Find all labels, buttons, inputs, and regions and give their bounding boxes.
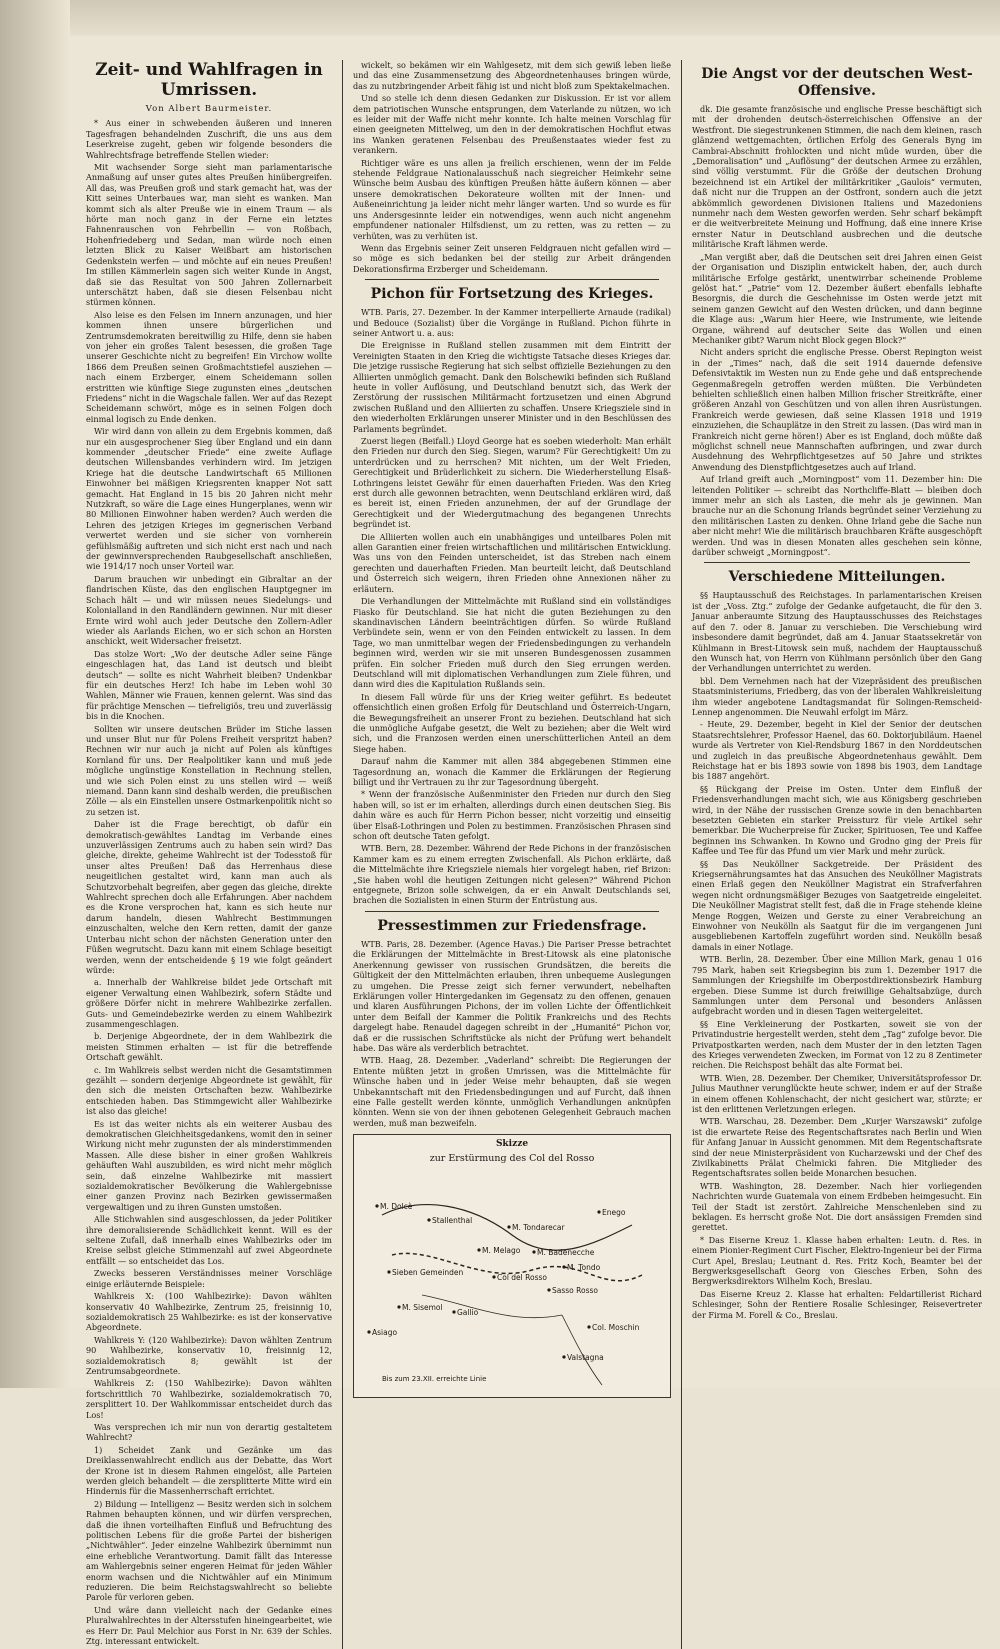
map-place-label: Stallenthal (432, 1216, 473, 1226)
article-title: Zeit- und Wahlfragen in Umrissen. (95, 60, 323, 100)
column-left (86, 60, 332, 1649)
map-drawing (362, 1175, 662, 1390)
article-title: Pressestimmen zur Friedensfrage. (377, 917, 647, 934)
paragraph: b. Derjenige Abgeordnete, der in dem Wahlbezirk die meisten Stimmen erhalten — ist für die betreffende Ortschaft gewählt. (86, 1031, 332, 1063)
top-edge (0, 0, 1000, 36)
article-byline: Von Albert Baurmeister. (145, 104, 273, 114)
paragraph: Darum brauchen wir unbedingt ein Gibraltar an der flandrischen Küste, das den englischen Hauptgegner im Schach hält — und wir müssen neues Siedelungs- und Kolonialland in den Randländern gewinnen. Nur mit dieser Ernte wird wohl auch jeder Deutsche den Zollern-Adler wieder als Aarlands Eichen, wo er sich schon an Horsten anschickt, weit Widersacher freisetzt. (86, 573, 332, 647)
map-place-label: M. Tondarecar (512, 1223, 565, 1233)
map-place-dot (427, 1219, 430, 1222)
map-place-dot (562, 1356, 565, 1359)
map-place-label: Col. Moschin (592, 1323, 640, 1333)
sketch-map (353, 1134, 671, 1398)
paragraph: a. Innerhalb der Wahlkreise bildet jede Ortschaft mit eigener Verwaltung einen Wahlbezirk, sofern Städte und größere Dörfer nicht in mehrere Wahlbezirke zerfallen. Guts- und Gemeindebezirke werden zu einem Wahlbezirk zusammengeschlagen. (86, 977, 332, 1029)
map-place-dot (532, 1251, 535, 1254)
paragraph: Die Ereignisse in Rußland stellen zusammen mit dem Eintritt der Vereinigten Staaten in den Krieg die wichtigste Tatsache dieses Krieges dar. Die jetzige russische Regierung hat sich selbst offizielle Beziehungen zu den Alliierten unmöglich gemacht. Dank den Bolschewiki befinden sich Rußland heute in voller Auflösung, und Deutschland benutzt sich, das Werk der Zerstörung der russischen Militärmacht fortzusetzen und einen Abgrund zwischen Rußland und den Alliierten zu schaffen. Unsere Kriegsziele sind in den wiederholten Erklärungen unserer Minister und in den Beschlüssen des Parlaments begründet. (353, 340, 671, 434)
paragraph: Die Alliierten wollen auch ein unabhängiges und unteilbares Polen mit allen Garantien einer freien wirtschaftlichen und militärischen Entwicklung. Was uns von den Feinden unterscheidet, ist das Streben nach einem gerechten und dauerhaften Frieden. Man beurteilt leicht, daß Deutschland und Österreich sich weigern, ihren Frieden ohne Annexionen näher zu erläutern. (353, 531, 671, 594)
map-place-dot (397, 1306, 400, 1309)
map-place-dot (587, 1326, 590, 1329)
map-legend: Bis zum 23.XII. erreichte Linie (382, 1375, 487, 1384)
river (422, 1295, 562, 1318)
paragraph: Zuerst liegen (Beifall.) Lloyd George hat es soeben wiederholt: Man erhält den Frieden nur durch den Sieg. Siegen, warum? Für Gerechtigkeit! Um zu unterdrücken und zu herrschen? Mit nichten, um der Welt Frieden, Gerechtigkeit und Brüderlichkeit zu sichern. Die Wiederherstellung Elsaß-Lothringens leistet Gewähr für einen dauerhaften Frieden. Was den Krieg erst durch alle gewonnen betrachten, wenn Deutschland erklären wird, daß es bereit ist, einen Frieden anzunehmen, der auf der Grundlage der Gerechtigkeit und der Wiedergutmachung des begangenen Unrechts begründet ist. (353, 436, 671, 530)
paragraph: Was versprechen ich mir nun von derartig gestaltetem Wahlrecht? (86, 1421, 332, 1443)
paragraph: Wenn das Ergebnis seiner Zeit unseren Feldgrauen nicht gefallen wird — so möge es sich bedanken bei der steilig zur Arbeit drängenden Dekorationsfirma Erzberger und Scheidemann. (353, 242, 671, 274)
article-body (86, 118, 332, 1646)
article-body (692, 104, 982, 557)
binding-shadow (0, 0, 70, 1388)
separator (365, 911, 659, 912)
column-rule (681, 60, 682, 1649)
paragraph: Das Eiserne Kreuz 2. Klasse hat erhalten: Feldartillerist Richard Schlesinger, Sohn der Rentiere Rosalie Schlesinger, Reisevertreter der Firma M. Forell & Co., Breslau. (692, 1288, 982, 1320)
separator (365, 279, 659, 280)
paragraph: WTB. Wien, 28. Dezember. Der Chemiker, Universitätsprofessor Dr. Julius Mauthner verunglückte heute schwer, indem er auf der Straße in einem offenen Kohlenschacht, der nicht gesichert war, stürzte; er ist den erlittenen Verletzungen erlegen. (692, 1072, 982, 1114)
paragraph: Es ist das weiter nichts als ein weiterer Ausbau des demokratischen Gleichheitsgedankens, womit den in seiner Wirkung nicht mehr zugunsten der als minderstimmenden Massen. Alle diese bisher in einer großen Wahlkreis gehäuften Wahl auszubilden, es wird nicht mehr möglich sein, daß einzelne Wahlbezirke mit massiert sozialdemokratischer Bevölkerung die Wahlergebnisse einer ganzen Provinz nach Bezirken gewissermaßen vergewaltigen und zu ihren Gunsten umstoßen. (86, 1118, 332, 1212)
paragraph: §§ Rückgang der Preise im Osten. Unter dem Einfluß der Friedensverhandlungen macht sich, wie aus Königsberg geschrieben wird, in der Nähe der russischen Grenze sowie in den benachbarten besetzten Gebieten ein starker Preissturz für viele Artikel sehr bemerkbar. Die Wucherpreise für Zucker, Spirituosen, Tee und Kaffee beginnen ins Schwanken. In Kowno und Grodno ging der Preis für Kaffee und Tee für das Pfund um vier Mark und mehr zurück. (692, 783, 982, 857)
map-place-label: M. Badenecche (537, 1248, 595, 1258)
column-middle (353, 60, 671, 1649)
map-place-label: Sasso Rosso (552, 1286, 599, 1296)
paragraph: §§ Das Neuköllner Sackgetreide. Der Präsident des Kriegsernährungsamtes hat das Ansuchen des Neuköllner Magistrats einen Erlaß gegen den Neuköllner Magistrat ein Strafverfahren wegen nicht ordnungsmäßiger Bezuges von Saatgetreide eingeleitet. Die Neuköllner Magistrat stellt fest, daß die in Frage stehende kleine Menge Roggen, Weizen und Gerste zu einer Verabreichung an Einwohner von Neukölln als Saatgut für die im vergangenen Juni ausgebliebenen Kartoffeln zugeführt worden sind. Neukölln besaß damals in einer Notlage. (692, 858, 982, 952)
paragraph: In diesem Fall würde für uns der Krieg weiter geführt. Es bedeutet offensichtlich einen großen Erfolg für Deutschland und Österreich-Ungarn, die Bewegungsfreiheit an unserer Front zu beziehen. Deutschland hat sich die unmögliche Aufgabe gesetzt, die Welt zu beziehen; aber die Welt wird sich, und die Franzosen werden einen unerschütterlichen Anteil an dem Siege haben. (353, 691, 671, 754)
map-place-label: Sieben Gemeinden (392, 1268, 464, 1278)
paragraph: §§ Eine Verkleinerung der Postkarten, soweit sie von der Privatindustrie hergestellt werden, steht dem „Tag“ zufolge bevor. Die Privatpostkarten werden, nach dem Muster der in den letzten Tagen des Krieges verwendeten Zwecken, im Format von 12 zu 8 Zentimeter reichen. Die Reichspost behält das alte Format bei. (692, 1018, 982, 1071)
separator (704, 562, 970, 563)
column-rule (342, 60, 343, 1649)
paragraph: Richtiger wäre es uns allen ja freilich erschienen, wenn der im Felde stehende Feldgraue Nationalausschuß nach siegreicher Heimkehr seine Wünsche beim Ausbau des künftigen Preußen hätte äußern können — aber unsere demokratischen Dekorateure wollten mit der Innen- und Außeneinrichtung ja leider nicht mehr länger warten. Und so wurde es für uns Andersgesinnte leider ein notwendiges, wenn auch nicht angenehm empfundener nationaler Hilfsdienst, um zu retten, was zu retten — zu verhüten, was zu verhüten ist. (353, 157, 671, 241)
paragraph: Wahlkreis Y: (120 Wahlbezirke): Davon wählten Zentrum 90 Wahlbezirke, konservativ 10, freisinnig 12, sozialdemokratisch 8; gewählt ist der Zentrumsabgeordnete. (86, 1334, 332, 1376)
paragraph: Wahlkreis X: (100 Wahlbezirke): Davon wählten konservativ 40 Wahlbezirke, Zentrum 25, freisinnig 10, sozialdemokratisch 25 Wahlbezirke: es ist der konservative Abgeordnete. (86, 1291, 332, 1333)
paragraph: WTB. Bern, 28. Dezember. Während der Rede Pichons in der französischen Kammer kam es zu einem erregten Zwischenfall. Als Pichon erklärte, daß die Mittelmächte ihre Kriegsziele niemals hier vorgelegt haben, rief Brizon: „Sie haben wohl die heutigen Zeitungen nicht gelesen?“ Während Pichon entgegnete, Brizon solle schweigen, da er ein Anwalt Deutschlands sei, brachen die Sozialisten in einen Sturm der Entrüstung aus. (353, 843, 671, 906)
map-place-dot (477, 1249, 480, 1252)
article-title: Verschiedene Mitteilungen. (728, 569, 946, 586)
map-place-dot (452, 1311, 455, 1314)
column-right (692, 60, 982, 1649)
map-subtitle: zur Erstürmung des Col del Rosso (429, 1152, 595, 1164)
paragraph: bbl. Dem Vernehmen nach hat der Vizepräsident des preußischen Staatsministeriums, Friedberg, das von der liberalen Wahlkreisleitung ihm wieder angebotene Landtagsmandat für Solingen-Remscheid-Lennep angenommen. Die Neuwahl erfolgt im März. (692, 675, 982, 717)
paragraph: Mit wachsender Sorge sieht man parlamentarische Anmaßung auf unser gutes altes Preußen hinübergreifen. All das, was Preußen groß und stark gemacht hat, was der Kitt seines Unterbaues war, man sieht es wanken. Man kommt sich als alter Preuße wie in einem Traum — als hörte man noch ganz in der Ferne ein letztes Fahnenrauschen von Fehrbellin — von Roßbach, Hohenfriedeberg und Sedan, man würde noch einen letzten Blick zu Kaiser Weißbart am historischen Gedenkstein werfen — und möchte auf ein neues Preußen! Im stillen Kämmerlein sagen sich weiter Kunde in Angst, daß sie das Resultat von 500 Jahren Zollernarbeit unterschätzt haben, daß sie diesen Felsenbau nicht stürmen können. (86, 162, 332, 308)
map-place-dot (375, 1205, 378, 1208)
article-body (353, 939, 671, 1128)
map-place-label: M. Tondo (567, 1263, 601, 1273)
map-place-label: Col del Rosso (497, 1273, 548, 1283)
paragraph: * Aus einer in schwebenden äußeren und inneren Tagesfragen behandelnden Zuschrift, die uns aus dem Leserkreise zugeht, geben wir folgende besonders die Wahlrechtsfrage betreffende Stellen wieder: (86, 118, 332, 160)
paragraph: Darauf nahm die Kammer mit allen 384 abgegebenen Stimmen eine Tagesordnung an, wonach die Kammer die Erklärungen der Regierung billigt und ihr Vertrauen zu ihr zur Tagesordnung übergeht. (353, 756, 671, 787)
paragraph: WTB. Warschau, 28. Dezember. Dem „Kurjer Warszawski“ zufolge ist die erwartete Reise des Regentschaftsrates nach Berlin und Wien für Anfang Januar in Aussicht genommen. Mit dem Regentschaftsrate sind der neue Ministerpräsident von Kucharzewski und der Chef des Zivilkabinetts Prälat Chelmicki fahren. Die Mitglieder des Regentschaftsrates sollen beide Monarchen besuchen. (692, 1116, 982, 1179)
paragraph: WTB. Paris, 27. Dezember. In der Kammer interpellierte Arnaude (radikal) und Bedouce (Sozialist) über die Vorgänge in Rußland. Pichon führte in seiner Antwort u. a. aus: (353, 307, 671, 338)
page-columns (86, 60, 982, 1647)
paragraph: „Man vergißt aber, daß die Deutschen seit drei Jahren einen Geist der Organisation und Disziplin entwickelt haben, der, auch durch militärische Erfolge gestärkt, unentwirrbar scheinende Probleme gelöst hat.“ „Patrie“ vom 12. Dezember äußert ebenfalls lebhafte Besorgnis, die durch die Geschehnisse im Osten werde jetzt mit seinem ganzen Gewicht auf den Westen drücken, und dann beginne die Klage aus: „Warum hier Heere, wie Instrumente, wie leitende Organe, während auf deutscher Seite das Wollen und einen Mechaniker gibt? Warum nicht Block gegen Block?“ (692, 251, 982, 345)
paragraph: WTB. Haag, 28. Dezember. „Vaderland“ schreibt: Die Regierungen der Entente müßten jetzt in großen Umrissen, was die Mittelmächte für Wünsche haben und in jeder Weise mehr behaupten, daß sie wegen Unbekanntschaft mit den Friedensbedingungen und auf Furcht, daß ihnen eine Falle gestellt werden könnte, unmöglich Verhandlungen anknüpfen könnten. Wenn sie von der ihnen gebotenen Gelegenheit Gebrauch machen werden, muß man bezweifeln. (353, 1055, 671, 1128)
paragraph: §§ Hauptausschuß des Reichstages. In parlamentarischen Kreisen ist der „Voss. Ztg.“ zufolge der Gedanke aufgetaucht, die für den 3. Januar anberaumte Sitzung des Hauptausschusses des Reichstages auf den 7. oder 8. Januar zu verschieben. Die Verschiebung wird insbesondere damit begründet, daß am 4. Januar Staatssekretär von Kühlmann in Brest-Litowsk sein muß, nachdem der Hauptausschuß den Wunsch hat, von Herrn von Kühlmann persönlich über den Gang der Verhandlungen unterrichtet zu werden. (692, 590, 982, 674)
paragraph: wickelt, so bekämen wir ein Wahlgesetz, mit dem sich gewiß leben ließe und das eine Zusammensetzung des Abgeordnetenhauses bringen würde, das zu nutzbringender Arbeit fähig ist und nicht bloß zum Spektakelmachen. (353, 60, 671, 91)
paragraph: Also leise es den Felsen im Innern anzunagen, und hier kommen ihnen unsere bürgerlichen und Zentrumsdemokraten bereitwillig zu Hilfe, denn sie haben von jeher ein großes Talent besessen, die großen Tage unserer Geschichte nicht zu begreifen! Ein Virchow wollte 1866 dem Preußen seinen Großmachtstiefel ausziehen — nach einem Erzberger, einem Scheidemann sollen erstritten wie künftige Siege zugunsten eines „deutschen Friedens“ nicht in die Wagschale fallen. Wer auf das Rezept Scheidemann schwört, möge es in seinen Folgen doch einmal logisch zu Ende denken. (86, 309, 332, 424)
paragraph: * Wenn der französische Außenminister den Frieden nur durch den Sieg haben will, so ist er im erhalten, allerdings durch einen deutschen Sieg. Bis dahin wäre es auch für Herrn Pichon besser, nicht vorzeitig und einseitig über Elsaß-Lothringen und Polen zu bestimmen. Französischen Phrasen sind schon oft deutsche Taten gefolgt. (353, 789, 671, 842)
paragraph: dk. Die gesamte französische und englische Presse beschäftigt sich mit der drohenden deutsch-österreichischen Offensive an der Westfront. Die siegestrunkenen Stimmen, die nach dem kleinen, rasch glänzend wettgemachten, örtlichen Erfolg des Generals Byng im Cambrai-Abschnitt frohlockten und nicht müde wurden, über die „Demoralisation“ und „Auflösung“ der deutschen Armee zu erzählen, sind völlig verstummt. Für die Größe der deutschen Drohung bezeichnend ist ein Artikel der militärkritiker „Gaulois“ vermuten, daß nicht nur die Truppen an der Ostfront, sondern auch die jetzt abkömmlich gewordenen Divisionen Italiens und Mazedoniens nunmehr nach dem Westen geworfen werden. Sehr scharf bekämpft er die weitverbreitete Meinung und Hoffnung, daß eine innere Krise ernster Natur in Deutschland ausbrechen und die deutsche militärische Kraft lähmen werde. (692, 104, 982, 250)
paragraph: WTB. Washington, 28. Dezember. Nach hier vorliegenden Nachrichten wurde Guatemala von einem Erdbeben heimgesucht. Ein Teil der Stadt ist zerstört. Zahlreiche Menschenleben sind zu beklagen. Es herrscht große Not. Die dort ansässigen Fremden sind gerettet. (692, 1180, 982, 1233)
article-title: Pichon für Fortsetzung des Krieges. (370, 286, 654, 303)
paragraph: - Heute, 29. Dezember, begeht in Kiel der Senior der deutschen Staatsrechtslehrer, Professor Haenel, das 60. Doktorjubiläum. Haenel wurde als Vertreter von Kiel-Rendsburg 1867 in den Norddeutschen und zugleich in das preußische Abgeordnetenhaus gewählt. Dem Reichstage hat er bis 1893 sowie von 1898 bis 1903, dem Landtage bis 1887 angehört. (692, 719, 982, 782)
paragraph: WTB. Berlin, 28. Dezember. Über eine Million Mark, genau 1 016 795 Mark, haben seit Kriegsbeginn bis zum 1. Dezember 1917 die Sammlungen der Kriegshilfe im Oberpostdirektionsbezirk Hamburg ergeben. Diese Summe ist durch freiwillige Gehaltsabzüge, durch Sammlungen unter dem Personal und besonders Anlässen aufgebracht worden und in diesen Tagen weitergeleitet. (692, 954, 982, 1017)
paragraph: Daher ist die Frage berechtigt, ob dafür ein demokratisch-gewähltes Landtag im Verbande eines unzuverlässigen Zentrums auch zu haben sein wird? Das gleiche, direkte, geheime Wahlrecht ist der Todesstoß für unser altes Preußen! Daß das Herrenhaus diese neugeitlichen gestaltet wird, kann man auch als Schutzvorbehalt begreifen, aber gegen das gleiche, direkte Wahlrecht sprechen doch alle Erfahrungen. Aber nachdem es die Krone versprochen hat, kann es sich heute nur darum handeln, diesen Wahlrecht Bestimmungen einzuschalten, welche den Kern retten, damit der ganze Unterbau nicht schon der nächsten Generation unter den Füßen wegrutscht. Dazu kann mit einem Schlage beseitigt werden, wenn der entscheidende § 19 wie folgt geändert würde: (86, 819, 332, 975)
map-place-dot (507, 1226, 510, 1229)
paragraph: c. Im Wahlkreis selbst werden nicht die Gesamtstimmen gezählt — sondern derjenige Abgeordnete ist gewählt, für den sich die meisten Ortschaften bezw. Wahlbezirke entschieden haben. Das Stimmgewicht aller Wahlbezirke ist also das gleiche! (86, 1064, 332, 1117)
paragraph: Wir wird dann von allein zu dem Ergebnis kommen, daß nur ein ausgesprochener Sieg über England und ein dann kommender „deutscher Friede“ eine zweite Auflage deutschen Willensbandes verhindern wird. Im jetzigen Kriege hat die deutsche Landwirtschaft 65 Millionen Einwohner bei mäßigen Kriegsrenten knapper Not satt gemacht. Hat England in 15 bis 20 Jahren nicht mehr Nutzkraft, so wäre die Lage eines Hungerplanes, wenn wir 80 Millionen Einwohner haben werden? Auch werden die Lehren des jetzigen Krieges im gegnerischen Verband verwertet werden und sie sicher von vornherein gefühlsmäßig auftreten und sich nicht erst nach und nach der gewinnversprechenden Raubgesellschaft anschließen, wie 1914/17 noch unser Vorteil war. (86, 426, 332, 572)
map-place-label: M. Dolcè (380, 1202, 413, 1212)
map-title: Skizze (495, 1139, 529, 1150)
map-place-label: Enego (602, 1208, 626, 1218)
paragraph: Die Verhandlungen der Mittelmächte mit Rußland sind ein vollständiges Fiasko für Deutschland. Sie hat nicht die guten Beziehungen zu den skandinavischen Ländern beeinträchtigen dürfen. So würde Rußland Verbündete sein, wenn er von den Feinden entwickelt zu lassen. In dem Tage, wo man unmittelbar wegen der Friedensbedingungen zu verhandeln beginnen wird, werden wir sie mit unseren Bundesgenossen zusammen prüfen. Ein solcher Frieden muß durch den Sieg errungen werden. Deutschland will mit diplomatischen Verhandlungen zum Ziele führen, und dann wird dies die Kapitulation Rußlands sein. (353, 596, 671, 690)
paragraph: Zwecks besseren Verständnisses meiner Vorschläge einige erläuternde Beispiele: (86, 1268, 332, 1289)
map-place-label: M. Sisemol (402, 1303, 443, 1313)
article-body (353, 307, 671, 906)
map-place-dot (492, 1276, 495, 1279)
paragraph: Das stolze Wort: „Wo der deutsche Adler seine Fänge eingeschlagen hat, das Land ist deutsch und bleibt deutsch“ — sollte es nicht Wahrheit bleiben? Undenkbar für ein deutsches Herz! Ich habe im Leben wohl 30 Wahlen, Männer wie Frauen, kennen gelernt. Was sind das für prächtige Menschen — tiefreligiös, treu und zuverlässig bis in die Knochen. (86, 648, 332, 722)
map-place-dot (562, 1266, 565, 1269)
paragraph: * Das Eiserne Kreuz 1. Klasse haben erhalten: Leutn. d. Res. in einem Pionier-Regiment Curt Fischer, Elektro-Ingenieur bei der Firma Curt Apel, Breslau; Leutnant d. Res. Fritz Koch, Beamter bei der Bergwerksgesellschaft Georg von Giesches Erben, Sohn des Bergwerksdirektors Wilhelm Koch, Breslau. (692, 1234, 982, 1287)
paragraph: 2) Bildung — Intelligenz — Besitz werden sich in solchem Rahmen behaupten können, und wir dürfen versprechen, daß die ihnen vorteilhaften Einfluß und Befruchtung des politischen Lebens für die große Partei der bisherigen „Nichtwähler“. Jeder einzelne Wahlbezirk übernimmt nun eine erhebliche Verantwortung. Damit fällt das Interesse am Wahlergebnis seiner engeren Heimat für jeden Wähler enorm wachsen und die Nichtwähler auf ein Minimum reduzieren. Die beim Reichstagswahlrecht so beliebte Parole für verloren geben. (86, 1498, 332, 1603)
paragraph: Sollten wir unsere deutschen Brüder im Stiche lassen und unser Blut nur für Polens Freiheit verspritzt haben? Rechnen wir nur auch ja nicht auf Polen als künftiges Kornland für uns. Der Realpolitiker kann und muß jede mögliche ungünstige Konstellation in Rechnung stellen, und wie sich Polen einst zu uns stellen wird — weiß niemand. Dann kann sind deshalb werden, die preußischen Zölle — als ein Einstellen unsere Ostmarkenpolitik nicht so zu setzen ist. (86, 723, 332, 817)
front-line (382, 1205, 632, 1251)
map-place-label: M. Melago (482, 1246, 521, 1256)
map-place-dot (547, 1289, 550, 1292)
paragraph: Und wäre dann vielleicht nach der Gedanke eines Pluralwahlrechtes in der Altersstufen hineingearbeitet, wie es Herr Dr. Paul Melchior aus Forst in Nr. 639 der Schles. Ztg. interessant entwickelt. (86, 1604, 332, 1647)
map-place-label: Asiago (372, 1328, 398, 1338)
article-body (692, 590, 982, 1320)
paragraph: Alle Stichwahlen sind ausgeschlossen, da jeder Politiker ihre demoralisierende Schädlichkeit kennt. Will es der seltene Zufall, daß innerhalb eines Wahlbezirks oder im Kreise selbst gleiche Stimmenzahl auf zwei Abgeordnete entfällt — so entscheidet das Los. (86, 1214, 332, 1266)
article-title: Die Angst vor der deutschen West-Offensive. (701, 66, 973, 99)
paragraph: Auf Irland greift auch „Morningpost“ vom 11. Dezember hin: Die leitenden Politiker — schreibt das Northcliffe-Blatt — bleiben doch immer mehr an sich als Lasten, die mehr als je gewinnen. Man brauche nur an die Schonung Irlands begründet seiner Verziehung zu den militärischen Lasten zu denken. Ohne Irland gebe die Sache nun aber nicht mehr! Wie die militärisch brauchbaren Kräfte ausgeschöpft werden. Und was in diesen Monaten alles geschehen sein könne, darüber schweigt „Morningpost“. (692, 474, 982, 558)
paragraph: Wahlkreis Z: (150 Wahlbezirke): Davon wählten fortschrittlich 70 Wahlbezirke, sozialdemokratisch 70, zersplittert 10. Der Wahlkommissar entscheidet durch das Los! (86, 1378, 332, 1420)
map-place-label: Valstagna (567, 1353, 604, 1363)
article-continuation (353, 60, 671, 274)
paragraph: 1) Scheidet Zank und Gezänke um das Dreiklassenwahlrecht endlich aus der Debatte, das Wort der Krone ist in diesem Rahmen eingelöst, alle Parteien werden gleich behandelt — die zersplitterte Mitte wird ein Hindernis für die Massenherrschaft errichtet. (86, 1444, 332, 1497)
map-place-dot (597, 1211, 600, 1214)
paragraph: Und so stelle ich denn diesen Gedanken zur Diskussion. Er ist vor allem dem patriotischen Wunsche entsprungen, dem Vaterlande zu nützen, wo ich es leider mit der Waffe nicht mehr konnte. Ich halte meinen Vorschlag für einen geeigneten Mittelweg, um den in der demokratischen Hochflut etwas ins Wanken geratenen Felsenbau des Preußenstaates wieder fest zu verankern. (353, 93, 671, 156)
paragraph: WTB. Paris, 28. Dezember. (Agence Havas.) Die Pariser Presse betrachtet die Erklärungen der Mittelmächte in Brest-Litowsk als eine platonische Anerkennung gewisser von russischen Grundsätzen, die bereits die Gültigkeit der den Mittelmächten erlauben, ihren unbequeme Auslegungen zu umgehen. Die Presse zeigt sich ferner verwundert, nebelhaften Erklärungen voller Hintergedanken im Gegensatz zu den offenen, genauen und klaren Ausführungen Pichons, der im vollen Lichte der Öffentlichkeit unter dem Beifall der Kammer die Politik Frankreichs und des Rechts dargelegt habe. Renaudel dagegen schreibt in der „Humanité“ Pichon vor, daß er die russischen Schriftstücke als nicht der Prüfung wert behandelt habe. Das wäre als verderblich betrachtet. (353, 938, 671, 1053)
paragraph: Nicht anders spricht die englische Presse. Oberst Repington weist in der „Times“ nach, daß die seit 1914 dauernde defensive Defensivtaktik im Westen nun zu Ende gehe und daß entsprechende Gegenmaßregeln getroffen werden müßten. Die Verbündeten behielten schließlich einen halben Million frischer Streitkräfte, einer größeren Anzahl von Geschützen und von allen ihren Ausrüstungen. Frankreich werde gewiesen, daß seine Klassen 1918 und 1919 einzuziehen, die Schauplätze in den Streit zu lassen. (Das wird man in Frankreich nicht gerne hören!) Aber es ist England, doch müßte daß möglichst schnell neue Mannschaften aufbringen, und zwar durch Ausdehnung des Wehrpflichtgesetzes auf 50 Jahre und striktes Anwendung des Dienstpflichtgesetzes auch auf Irland. (692, 347, 982, 472)
map-place-dot (367, 1331, 370, 1334)
map-place-dot (387, 1271, 390, 1274)
map-place-label: Gallio (457, 1308, 479, 1318)
